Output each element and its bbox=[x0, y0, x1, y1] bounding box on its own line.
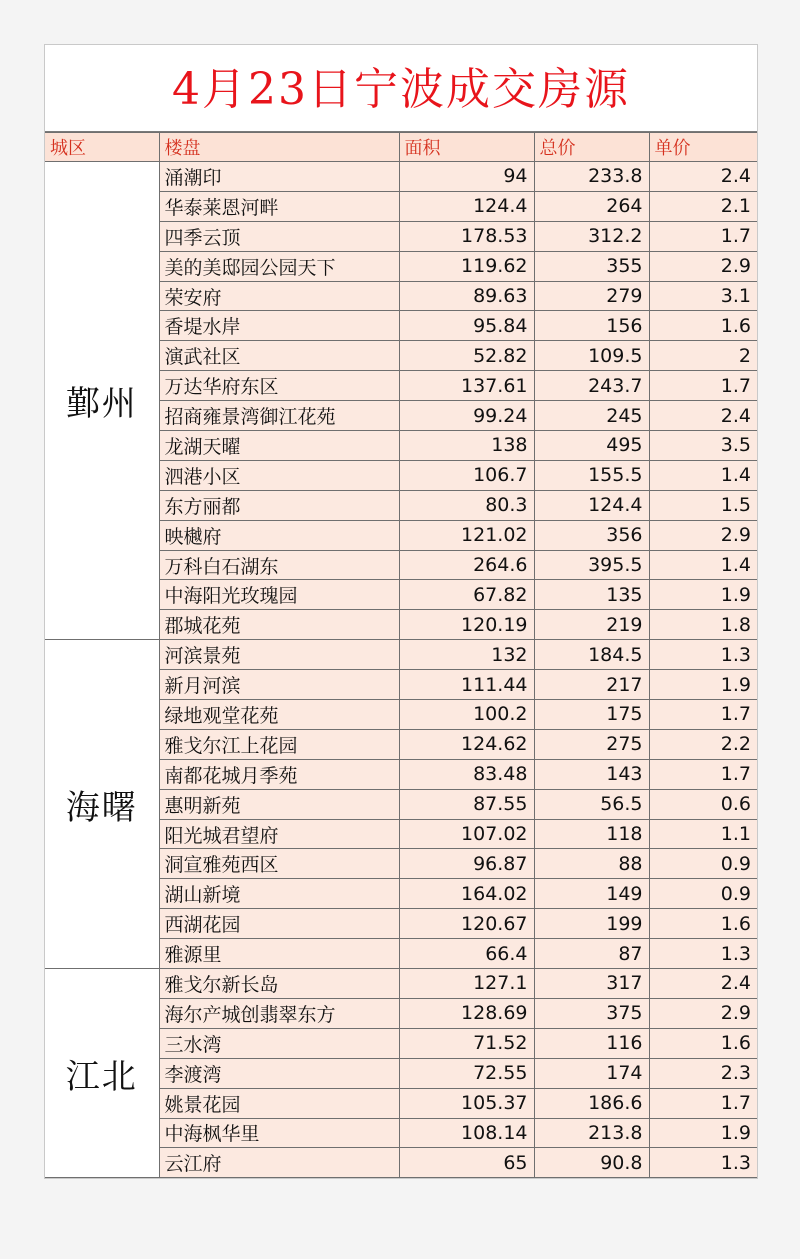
unit-price-cell: 2.4 bbox=[649, 401, 757, 431]
area-cell: 71.52 bbox=[399, 1028, 534, 1058]
area-cell: 52.82 bbox=[399, 341, 534, 371]
project-cell: 姚景花园 bbox=[159, 1088, 399, 1118]
unit-price-cell: 1.5 bbox=[649, 490, 757, 520]
page-title: 4月23日宁波成交房源 bbox=[45, 45, 757, 132]
total-price-cell: 116 bbox=[534, 1028, 649, 1058]
total-price-cell: 356 bbox=[534, 520, 649, 550]
total-price-cell: 264 bbox=[534, 191, 649, 221]
total-price-cell: 199 bbox=[534, 909, 649, 939]
table-row bbox=[45, 969, 757, 999]
total-price-cell: 275 bbox=[534, 729, 649, 759]
project-cell: 绿地观堂花苑 bbox=[159, 700, 399, 730]
unit-price-cell: 2.9 bbox=[649, 251, 757, 281]
unit-price-cell: 1.3 bbox=[649, 1148, 757, 1178]
area-cell: 105.37 bbox=[399, 1088, 534, 1118]
area-cell: 96.87 bbox=[399, 849, 534, 879]
total-price-cell: 355 bbox=[534, 251, 649, 281]
unit-price-cell: 0.9 bbox=[649, 849, 757, 879]
total-price-cell: 174 bbox=[534, 1058, 649, 1088]
project-cell: 雅源里 bbox=[159, 939, 399, 969]
area-cell: 120.19 bbox=[399, 610, 534, 640]
project-cell: 四季云顶 bbox=[159, 221, 399, 251]
unit-price-cell: 3.5 bbox=[649, 431, 757, 461]
total-price-cell: 87 bbox=[534, 939, 649, 969]
total-price-cell: 109.5 bbox=[534, 341, 649, 371]
area-cell: 138 bbox=[399, 431, 534, 461]
unit-price-cell: 3.1 bbox=[649, 281, 757, 311]
unit-price-cell: 1.1 bbox=[649, 819, 757, 849]
total-price-cell: 155.5 bbox=[534, 460, 649, 490]
unit-price-cell: 1.6 bbox=[649, 909, 757, 939]
area-cell: 121.02 bbox=[399, 520, 534, 550]
area-cell: 111.44 bbox=[399, 670, 534, 700]
area-cell: 100.2 bbox=[399, 700, 534, 730]
project-cell: 演武社区 bbox=[159, 341, 399, 371]
unit-price-cell: 0.6 bbox=[649, 789, 757, 819]
unit-price-cell: 2.1 bbox=[649, 191, 757, 221]
unit-price-cell: 2.9 bbox=[649, 520, 757, 550]
total-price-cell: 124.4 bbox=[534, 490, 649, 520]
project-cell: 美的美邸园公园天下 bbox=[159, 251, 399, 281]
header-area: 面积 bbox=[399, 133, 534, 162]
area-cell: 106.7 bbox=[399, 460, 534, 490]
total-price-cell: 156 bbox=[534, 311, 649, 341]
project-cell: 香堤水岸 bbox=[159, 311, 399, 341]
project-cell: 东方丽都 bbox=[159, 490, 399, 520]
area-cell: 89.63 bbox=[399, 281, 534, 311]
total-price-cell: 245 bbox=[534, 401, 649, 431]
total-price-cell: 56.5 bbox=[534, 789, 649, 819]
area-cell: 264.6 bbox=[399, 550, 534, 580]
unit-price-cell: 1.7 bbox=[649, 221, 757, 251]
area-cell: 67.82 bbox=[399, 580, 534, 610]
total-price-cell: 395.5 bbox=[534, 550, 649, 580]
project-cell: 惠明新苑 bbox=[159, 789, 399, 819]
unit-price-cell: 2.4 bbox=[649, 162, 757, 192]
unit-price-cell: 1.7 bbox=[649, 700, 757, 730]
transactions-table bbox=[45, 132, 757, 1178]
table-row bbox=[45, 162, 757, 192]
area-cell: 124.62 bbox=[399, 729, 534, 759]
area-cell: 164.02 bbox=[399, 879, 534, 909]
unit-price-cell: 1.3 bbox=[649, 939, 757, 969]
district-cell: 海曙 bbox=[45, 640, 159, 969]
unit-price-cell: 1.6 bbox=[649, 311, 757, 341]
project-cell: 雅戈尔新长岛 bbox=[159, 969, 399, 999]
total-price-cell: 143 bbox=[534, 759, 649, 789]
total-price-cell: 88 bbox=[534, 849, 649, 879]
unit-price-cell: 2 bbox=[649, 341, 757, 371]
total-price-cell: 279 bbox=[534, 281, 649, 311]
total-price-cell: 184.5 bbox=[534, 640, 649, 670]
area-cell: 83.48 bbox=[399, 759, 534, 789]
area-cell: 137.61 bbox=[399, 371, 534, 401]
unit-price-cell: 2.9 bbox=[649, 998, 757, 1028]
total-price-cell: 118 bbox=[534, 819, 649, 849]
project-cell: 新月河滨 bbox=[159, 670, 399, 700]
unit-price-cell: 1.9 bbox=[649, 670, 757, 700]
area-cell: 132 bbox=[399, 640, 534, 670]
total-price-cell: 186.6 bbox=[534, 1088, 649, 1118]
area-cell: 120.67 bbox=[399, 909, 534, 939]
area-cell: 128.69 bbox=[399, 998, 534, 1028]
area-cell: 95.84 bbox=[399, 311, 534, 341]
area-cell: 124.4 bbox=[399, 191, 534, 221]
area-cell: 108.14 bbox=[399, 1118, 534, 1148]
header-total-price: 总价 bbox=[534, 133, 649, 162]
unit-price-cell: 1.8 bbox=[649, 610, 757, 640]
project-cell: 万达华府东区 bbox=[159, 371, 399, 401]
project-cell: 云江府 bbox=[159, 1148, 399, 1178]
spreadsheet-sheet bbox=[44, 44, 758, 1179]
total-price-cell: 495 bbox=[534, 431, 649, 461]
header-unit-price: 单价 bbox=[649, 133, 757, 162]
project-cell: 万科白石湖东 bbox=[159, 550, 399, 580]
unit-price-cell: 1.9 bbox=[649, 1118, 757, 1148]
unit-price-cell: 1.7 bbox=[649, 759, 757, 789]
district-cell: 鄞州 bbox=[45, 162, 159, 640]
area-cell: 127.1 bbox=[399, 969, 534, 999]
total-price-cell: 175 bbox=[534, 700, 649, 730]
unit-price-cell: 2.4 bbox=[649, 969, 757, 999]
total-price-cell: 213.8 bbox=[534, 1118, 649, 1148]
unit-price-cell: 0.9 bbox=[649, 879, 757, 909]
total-price-cell: 217 bbox=[534, 670, 649, 700]
header-row bbox=[45, 133, 757, 162]
project-cell: 郡城花苑 bbox=[159, 610, 399, 640]
total-price-cell: 135 bbox=[534, 580, 649, 610]
area-cell: 65 bbox=[399, 1148, 534, 1178]
project-cell: 西湖花园 bbox=[159, 909, 399, 939]
project-cell: 海尔产城创翡翠东方 bbox=[159, 998, 399, 1028]
unit-price-cell: 1.4 bbox=[649, 550, 757, 580]
project-cell: 涌潮印 bbox=[159, 162, 399, 192]
project-cell: 三水湾 bbox=[159, 1028, 399, 1058]
project-cell: 李渡湾 bbox=[159, 1058, 399, 1088]
unit-price-cell: 1.4 bbox=[649, 460, 757, 490]
area-cell: 66.4 bbox=[399, 939, 534, 969]
project-cell: 泗港小区 bbox=[159, 460, 399, 490]
area-cell: 107.02 bbox=[399, 819, 534, 849]
total-price-cell: 149 bbox=[534, 879, 649, 909]
project-cell: 招商雍景湾御江花苑 bbox=[159, 401, 399, 431]
project-cell: 龙湖天曜 bbox=[159, 431, 399, 461]
unit-price-cell: 1.6 bbox=[649, 1028, 757, 1058]
project-cell: 华泰莱恩河畔 bbox=[159, 191, 399, 221]
project-cell: 阳光城君望府 bbox=[159, 819, 399, 849]
project-cell: 雅戈尔江上花园 bbox=[159, 729, 399, 759]
total-price-cell: 317 bbox=[534, 969, 649, 999]
project-cell: 南都花城月季苑 bbox=[159, 759, 399, 789]
area-cell: 87.55 bbox=[399, 789, 534, 819]
unit-price-cell: 2.2 bbox=[649, 729, 757, 759]
project-cell: 映樾府 bbox=[159, 520, 399, 550]
unit-price-cell: 2.3 bbox=[649, 1058, 757, 1088]
unit-price-cell: 1.7 bbox=[649, 1088, 757, 1118]
project-cell: 荣安府 bbox=[159, 281, 399, 311]
project-cell: 中海阳光玫瑰园 bbox=[159, 580, 399, 610]
area-cell: 178.53 bbox=[399, 221, 534, 251]
project-cell: 河滨景苑 bbox=[159, 640, 399, 670]
area-cell: 99.24 bbox=[399, 401, 534, 431]
header-district: 城区 bbox=[45, 133, 159, 162]
area-cell: 94 bbox=[399, 162, 534, 192]
header-project: 楼盘 bbox=[159, 133, 399, 162]
area-cell: 80.3 bbox=[399, 490, 534, 520]
area-cell: 119.62 bbox=[399, 251, 534, 281]
table-row bbox=[45, 640, 757, 670]
project-cell: 洞宣雅苑西区 bbox=[159, 849, 399, 879]
total-price-cell: 312.2 bbox=[534, 221, 649, 251]
project-cell: 湖山新境 bbox=[159, 879, 399, 909]
total-price-cell: 219 bbox=[534, 610, 649, 640]
unit-price-cell: 1.3 bbox=[649, 640, 757, 670]
total-price-cell: 375 bbox=[534, 998, 649, 1028]
unit-price-cell: 1.7 bbox=[649, 371, 757, 401]
district-cell: 江北 bbox=[45, 969, 159, 1178]
unit-price-cell: 1.9 bbox=[649, 580, 757, 610]
total-price-cell: 90.8 bbox=[534, 1148, 649, 1178]
total-price-cell: 243.7 bbox=[534, 371, 649, 401]
total-price-cell: 233.8 bbox=[534, 162, 649, 192]
area-cell: 72.55 bbox=[399, 1058, 534, 1088]
project-cell: 中海枫华里 bbox=[159, 1118, 399, 1148]
